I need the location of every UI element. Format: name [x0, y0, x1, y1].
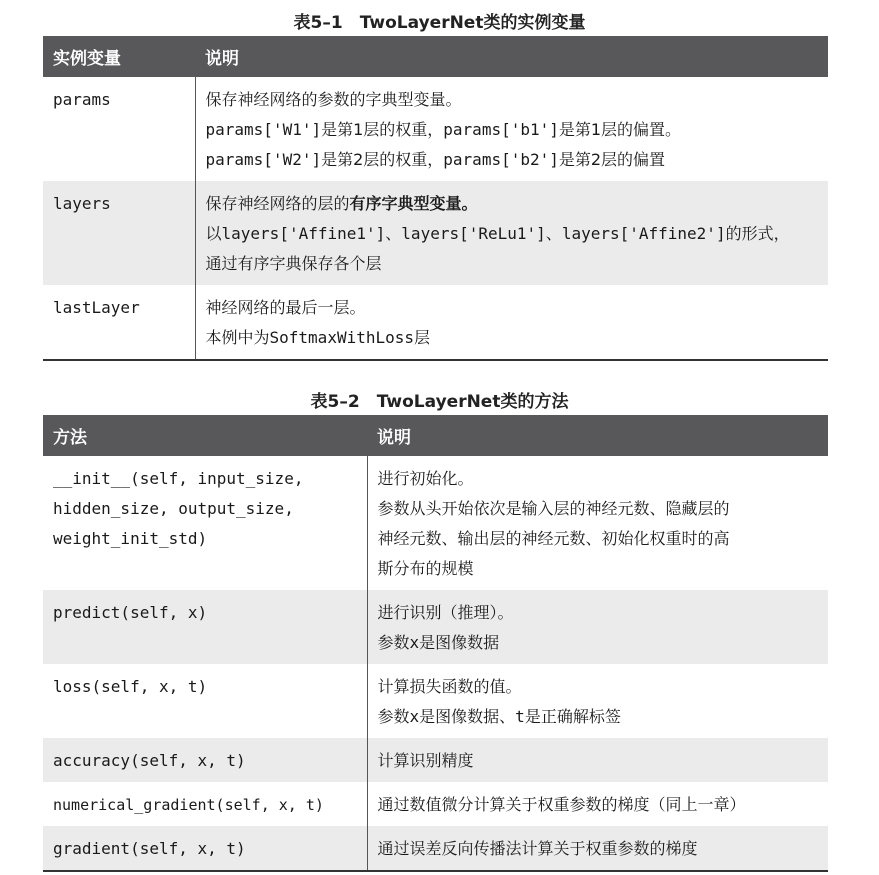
variable-name: layers	[43, 181, 195, 285]
emphasis-text: 有序字典型变量。	[349, 194, 478, 213]
description-line: 计算损失函数的值。	[377, 677, 522, 696]
text: 是第2层的偏置	[558, 150, 666, 169]
text: 参数	[377, 707, 410, 726]
code-text: layers['Affine1']	[221, 224, 386, 243]
table-row	[43, 738, 828, 782]
code-text: x	[409, 707, 420, 726]
description-line: 参数从头开始依次是输入层的神经元数、隐藏层的	[377, 499, 730, 518]
text: 参数	[377, 633, 410, 652]
variable-description	[195, 285, 828, 360]
signature-line: hidden_size, output_size,	[53, 499, 294, 518]
variable-description	[195, 77, 828, 181]
method-signature: gradient(self, x, t)	[43, 826, 367, 871]
signature-line: weight_init_std)	[53, 529, 208, 548]
description-line	[206, 115, 819, 145]
method-description	[367, 826, 828, 871]
code-text: t	[515, 707, 525, 726]
text: 是正确解标签	[524, 707, 621, 726]
description-line: 保存神经网络的参数的字典型变量。	[205, 90, 462, 109]
description-line: 进行识别（推理）。	[377, 603, 514, 622]
text: 层	[414, 328, 431, 347]
text: 保存神经网络的层的	[205, 194, 350, 213]
text: 、	[385, 224, 402, 243]
description-line	[206, 323, 819, 353]
text: 、	[545, 224, 562, 243]
column-header: 方法	[43, 415, 367, 456]
method-signature: numerical_gradient(self, x, t)	[43, 782, 367, 826]
table2-caption: 表5–2 TwoLayerNet类的方法	[310, 392, 569, 412]
method-signature: loss(self, x, t)	[43, 664, 367, 738]
method-description	[367, 782, 828, 826]
variable-description	[195, 181, 828, 285]
method-signature: predict(self, x)	[43, 590, 367, 664]
column-header: 说明	[195, 36, 828, 77]
text: 本例中为	[205, 328, 270, 347]
description-line: 通过误差反向传播法计算关于权重参数的梯度	[377, 839, 698, 858]
text: 以	[205, 224, 222, 243]
table-row	[43, 664, 828, 738]
code-text: params['b2']	[443, 150, 559, 169]
code-text: params['W2']	[205, 150, 322, 169]
description-line: 计算识别精度	[377, 751, 474, 770]
table-row	[43, 456, 828, 590]
text: 是第1层的偏置。	[558, 120, 682, 139]
code-text: params['b1']	[443, 120, 559, 139]
table-row	[43, 285, 828, 360]
method-description	[367, 738, 828, 782]
text: 是第2层的权重，	[321, 150, 444, 169]
description-line: 通过有序字典保存各个层	[205, 254, 382, 273]
table1-caption: 表5–1 TwoLayerNet类的实例变量	[293, 13, 586, 33]
table-row	[43, 826, 828, 871]
table-row	[43, 782, 828, 826]
text: 是第1层的权重，	[321, 120, 444, 139]
text: 的形式，	[725, 224, 790, 243]
description-line	[206, 145, 819, 175]
table-row	[43, 77, 828, 181]
column-header: 实例变量	[43, 36, 195, 77]
code-text: x	[409, 633, 420, 652]
text: 是图像数据、	[419, 707, 516, 726]
methods-table	[43, 415, 828, 872]
description-line	[206, 219, 819, 249]
method-signature: accuracy(self, x, t)	[43, 738, 367, 782]
signature-line: __init__(self, input_size,	[53, 469, 304, 488]
text: 是图像数据	[419, 633, 500, 652]
description-line: 斯分布的规模	[377, 559, 474, 578]
column-header: 说明	[367, 415, 828, 456]
table-header-row	[43, 36, 828, 77]
code-text: layers['Affine2']	[561, 224, 726, 243]
description-line	[378, 628, 819, 658]
table-row	[43, 590, 828, 664]
method-signature	[43, 456, 367, 590]
instance-variables-table	[43, 36, 828, 361]
variable-name: params	[43, 77, 195, 181]
description-line: 神经网络的最后一层。	[205, 298, 366, 317]
table-row	[43, 181, 828, 285]
method-description	[367, 456, 828, 590]
description-line: 通过数值微分计算关于权重参数的梯度（同上一章）	[377, 795, 746, 814]
variable-name: lastLayer	[43, 285, 195, 360]
code-text: params['W1']	[205, 120, 322, 139]
method-description	[367, 590, 828, 664]
table-header-row	[43, 415, 828, 456]
code-text: layers['ReLu1']	[401, 224, 546, 243]
description-line	[206, 189, 819, 219]
description-line: 神经元数、输出层的神经元数、初始化权重时的高	[377, 529, 730, 548]
code-text: SoftmaxWithLoss	[269, 328, 415, 347]
method-description	[367, 664, 828, 738]
description-line	[378, 702, 819, 732]
description-line: 进行初始化。	[377, 469, 474, 488]
